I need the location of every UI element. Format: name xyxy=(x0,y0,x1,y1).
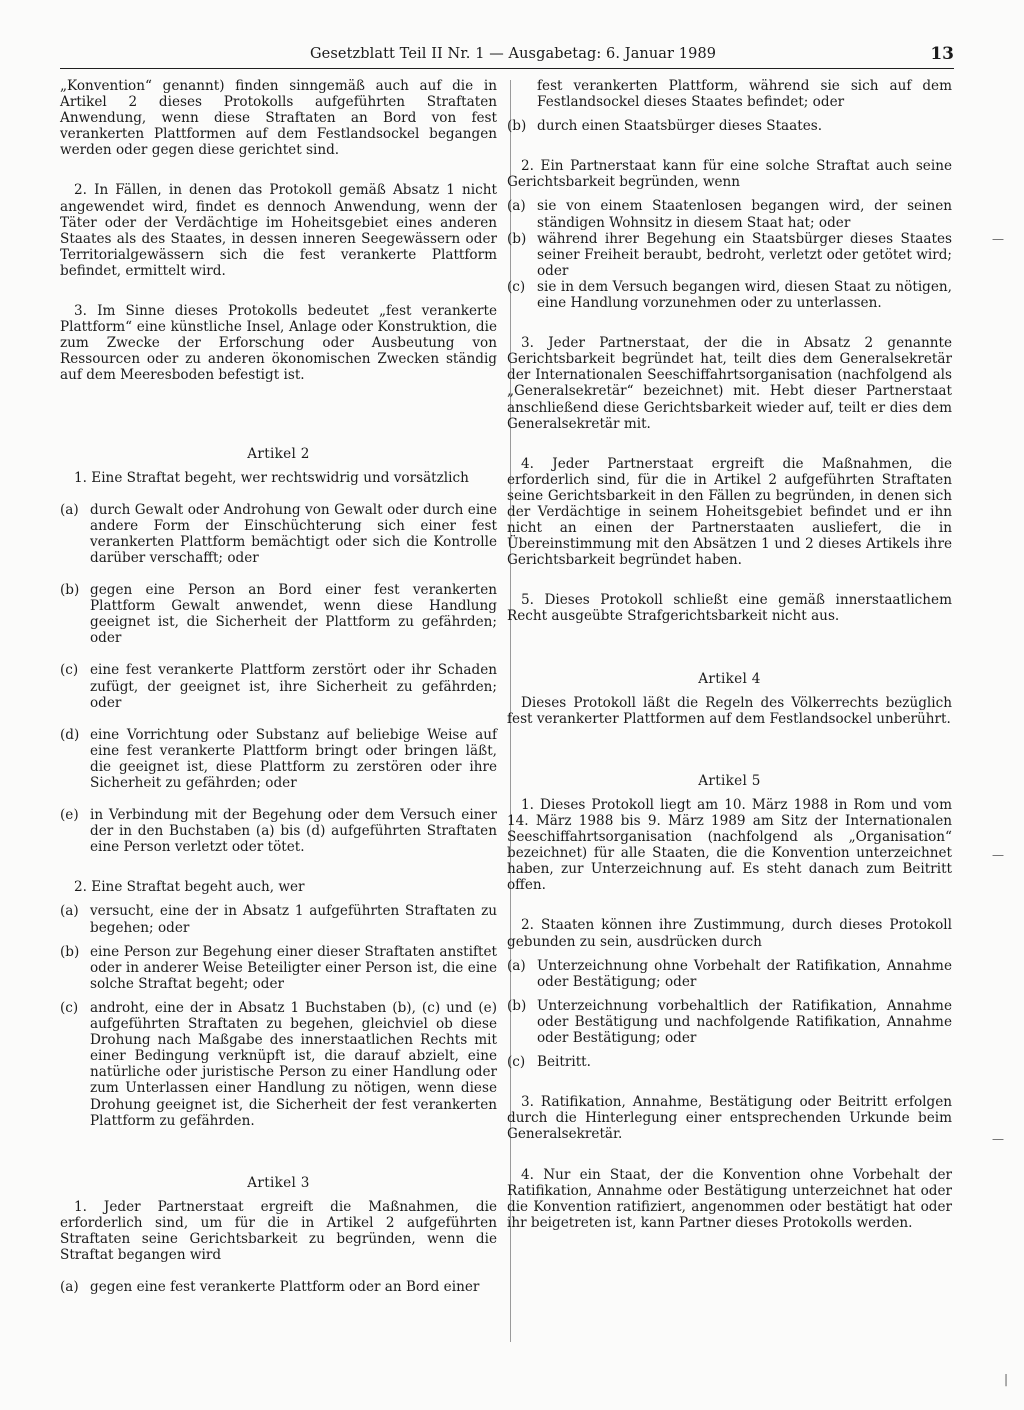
article-heading: Artikel 2 xyxy=(247,445,310,462)
item-text: durch Gewalt oder Androhung von Gewalt oder durch eine andere Form der Einschüchterung sich einer fest verankerten Plattform bemächtigt oder sich die Kontrolle darüber verschafft; oder xyxy=(90,501,497,566)
item-text: eine Person zur Begehung einer dieser Straftaten anstiftet oder in anderer Weise Beteiligter einer Person ist, die eine solche Straftat begeht; oder xyxy=(90,943,497,992)
item-label: (c) xyxy=(60,999,79,1016)
paragraph: 2. Staaten können ihre Zustimmung, durch dieses Protokoll gebunden zu sein, ausdrücken durch xyxy=(507,917,952,950)
item-label: (a) xyxy=(507,957,526,974)
item-text: androht, eine der in Absatz 1 Buchstaben (b), (c) und (e) aufgeführten Straftaten zu begehen, gleichviel ob diese Drohung nach Maßgabe des innerstaatlichen Rechts mit einer Bedingung verknüpft ist, die darauf abzielt, eine natürliche oder juristische Person zu einer Handlung oder zum Unterlassen einer Handlung zu nötigen, wenn diese Drohung geeignet ist, die Sicherheit der fest verankerten Plattform zu gefährden. xyxy=(90,999,497,1129)
item-label: (a) xyxy=(60,903,79,920)
list-item xyxy=(60,662,497,710)
scan-mark: — xyxy=(992,1132,1004,1146)
item-text: gegen eine Person an Bord einer fest verankerten Plattform Gewalt anwendet, wenn diese Handlung geeignet ist, die Sicherheit der Plattform zu gefährden; oder xyxy=(90,582,497,647)
item-text: sie von einem Staatenlosen begangen wird, der seinen ständigen Wohnsitz in diesem Staat hat; oder xyxy=(537,198,952,231)
item-label: (c) xyxy=(507,1054,526,1071)
list-item xyxy=(60,1000,497,1129)
list-item xyxy=(507,998,952,1046)
article-heading: Artikel 3 xyxy=(247,1174,310,1191)
item-text: durch einen Staatsbürger dieses Staates. xyxy=(537,118,823,135)
item-text: in Verbindung mit der Begehung oder dem Versuch einer der in den Buchstaben (a) bis (d) aufgeführten Straftaten eine Person verletzt oder tötet. xyxy=(90,807,497,856)
article-heading: Artikel 5 xyxy=(698,772,761,789)
paragraph: 2. Ein Partnerstaat kann für eine solche Straftat auch seine Gerichtsbarkeit begründen, wenn xyxy=(507,158,952,191)
list-item xyxy=(507,118,952,134)
scan-mark: | xyxy=(1004,1372,1009,1386)
paragraph: „Konvention“ genannt) finden sinngemäß auch auf die in Artikel 2 dieses Protokolls aufgeführten Straftaten Anwendung, wenn diese Straftaten an Bord von fest verankerten Plattformen auf dem Festlandsockel begangen werden oder gegen diese gerichtet sind. xyxy=(60,78,497,159)
item-label: (c) xyxy=(507,278,526,295)
item-text: Unterzeichnung vorbehaltlich der Ratifikation, Annahme oder Bestätigung und nachfolgende Ratifikation, Annahme oder Bestätigung; oder xyxy=(537,997,952,1047)
list-item xyxy=(507,958,952,990)
paragraph: 1. Eine Straftat begeht, wer rechtswidrig und vorsätzlich xyxy=(74,469,469,486)
paragraph: 2. Eine Straftat begeht auch, wer xyxy=(74,879,305,896)
item-text: fest verankerten Plattform, während sie sich auf dem Festlandsockel dieses Staates befindet; oder xyxy=(537,78,952,111)
item-label: (b) xyxy=(60,582,80,599)
list-item xyxy=(60,807,497,855)
article-heading: Artikel 4 xyxy=(698,670,761,687)
scan-mark: — xyxy=(992,848,1004,862)
paragraph: 3. Jeder Partnerstaat, der die in Absatz 2 genannte Gerichtsbarkeit begründet hat, teilt dies dem Generalsekretär der Internationalen Seeschiffahrtsorganisation (nachfolgend als „Generalsekretär“ bezeichnet) mit. Hebt dieser Partnerstaat anschließend diese Gerichtsbarkeit wieder auf, teilt er dies dem Generalsekretär mit. xyxy=(507,335,952,432)
list-item xyxy=(507,1054,952,1070)
list-item xyxy=(60,582,497,646)
list-item xyxy=(507,198,952,230)
header-title: Gesetzblatt Teil II Nr. 1 — Ausgabetag: 6. Januar 1989 xyxy=(310,46,717,62)
paragraph: 1. Dieses Protokoll liegt am 10. März 1988 in Rom und vom 14. März 1988 bis 9. März 1989 am Sitz der Internationalen Seeschiffahrtsorganisation (nachfolgend als „Organisation“ bezeichnet) für alle Staaten, die die Konvention unterzeichnet haben, zur Unterzeichnung auf. Es steht danach zum Beitritt offen. xyxy=(507,796,952,894)
item-text: Beitritt. xyxy=(537,1054,591,1071)
paragraph: 2. In Fällen, in denen das Protokoll gemäß Absatz 1 nicht angewendet wird, findet es dennoch Anwendung, wenn der Täter oder der Verdächtige im Hoheitsgebiet eines anderen Staates als des Staates, in dessen inneren Seegewässern oder Territorialgewässern sich die fest verankerte Plattform befindet, ermittelt wird. xyxy=(60,182,497,279)
item-text: gegen eine fest verankerte Plattform oder an Bord einer xyxy=(90,1279,480,1296)
right-column xyxy=(507,78,952,1231)
paragraph: 3. Im Sinne dieses Protokolls bedeutet „fest verankerte Plattform“ eine künstliche Insel, Anlage oder Konstruktion, die zum Zwecke der Erforschung oder Ausbeutung von Ressourcen oder zu anderen ökonomischen Zwecken ständig auf dem Meeresboden befestigt ist. xyxy=(60,303,497,384)
item-text: Unterzeichnung ohne Vorbehalt der Ratifikation, Annahme oder Bestätigung; oder xyxy=(537,957,952,990)
paragraph: 5. Dieses Protokoll schließt eine gemäß innerstaatlichem Recht ausgeübte Strafgerichtsbarkeit nicht aus. xyxy=(507,592,952,625)
item-label: (c) xyxy=(60,662,79,679)
paragraph: 4. Jeder Partnerstaat ergreift die Maßnahmen, die erforderlich sind, für die in Artikel 2 aufgeführten Straftaten seine Gerichtsbarkeit in den Fällen zu begründen, in denen sich der Verdächtige in seinem Hoheitsgebiet befindet und er ihn nicht an einen der Partnerstaaten ausliefert, die in Übereinstimmung mit den Absätzen 1 und 2 dieses Artikels ihre Gerichtsbarkeit begründet haben. xyxy=(507,455,952,569)
paragraph: 3. Ratifikation, Annahme, Bestätigung oder Beitritt erfolgen durch die Hinterlegung einer entsprechenden Urkunde beim Generalsekretär. xyxy=(507,1094,952,1143)
item-text: sie in dem Versuch begangen wird, diesen Staat zu nötigen, eine Handlung vorzunehmen oder zu unterlassen. xyxy=(537,278,952,312)
item-text: während ihrer Begehung ein Staatsbürger dieses Staates seiner Freiheit beraubt, bedroht, verletzt oder getötet wird; oder xyxy=(537,230,952,279)
item-label: (d) xyxy=(60,726,80,743)
item-label: (b) xyxy=(507,230,527,247)
page-header xyxy=(60,46,954,69)
item-label: (b) xyxy=(507,997,527,1014)
item-text: versucht, eine der in Absatz 1 aufgeführten Straftaten zu begehen; oder xyxy=(90,903,497,936)
item-label: (a) xyxy=(60,501,79,518)
list-item xyxy=(507,231,952,279)
list-item xyxy=(60,1279,497,1295)
list-item xyxy=(507,279,952,311)
list-item xyxy=(507,78,952,110)
item-text: eine fest verankerte Plattform zerstört oder ihr Schaden zufügt, der geeignet ist, ihre Sicherheit zu gefährden; oder xyxy=(90,662,497,711)
left-column xyxy=(60,78,497,1295)
paragraph: 4. Nur ein Staat, der die Konvention ohne Vorbehalt der Ratifikation, Annahme oder Bestätigung unterzeichnet hat oder die Konvention ratifiziert, angenommen oder bestätigt hat oder ihr beigetreten ist, kann Partner dieses Protokolls werden. xyxy=(507,1166,952,1231)
paragraph: Dieses Protokoll läßt die Regeln des Völkerrechts bezüglich fest verankerter Plattformen auf dem Festlandsockel unberührt. xyxy=(507,694,952,727)
scan-mark: — xyxy=(992,232,1004,246)
list-item xyxy=(60,727,497,791)
list-item xyxy=(60,944,497,992)
page-number: 13 xyxy=(930,44,954,64)
item-label: (b) xyxy=(60,943,80,960)
item-label: (a) xyxy=(507,198,526,215)
item-text: eine Vorrichtung oder Substanz auf beliebige Weise auf eine fest verankerte Plattform bringt oder bringen läßt, die geeignet ist, diese Plattform zu zerstören oder ihre Sicherheit zu gefährden; oder xyxy=(90,726,497,791)
item-label: (b) xyxy=(507,118,527,135)
item-label: (a) xyxy=(60,1279,79,1296)
paragraph: 1. Jeder Partnerstaat ergreift die Maßnahmen, die erforderlich sind, um für die in Artikel 2 aufgeführten Straftaten seine Gerichtsbarkeit zu begründen, wenn die Straftat begangen wird xyxy=(60,1198,497,1264)
item-label: (e) xyxy=(60,807,79,824)
list-item xyxy=(60,502,497,566)
list-item xyxy=(60,903,497,935)
